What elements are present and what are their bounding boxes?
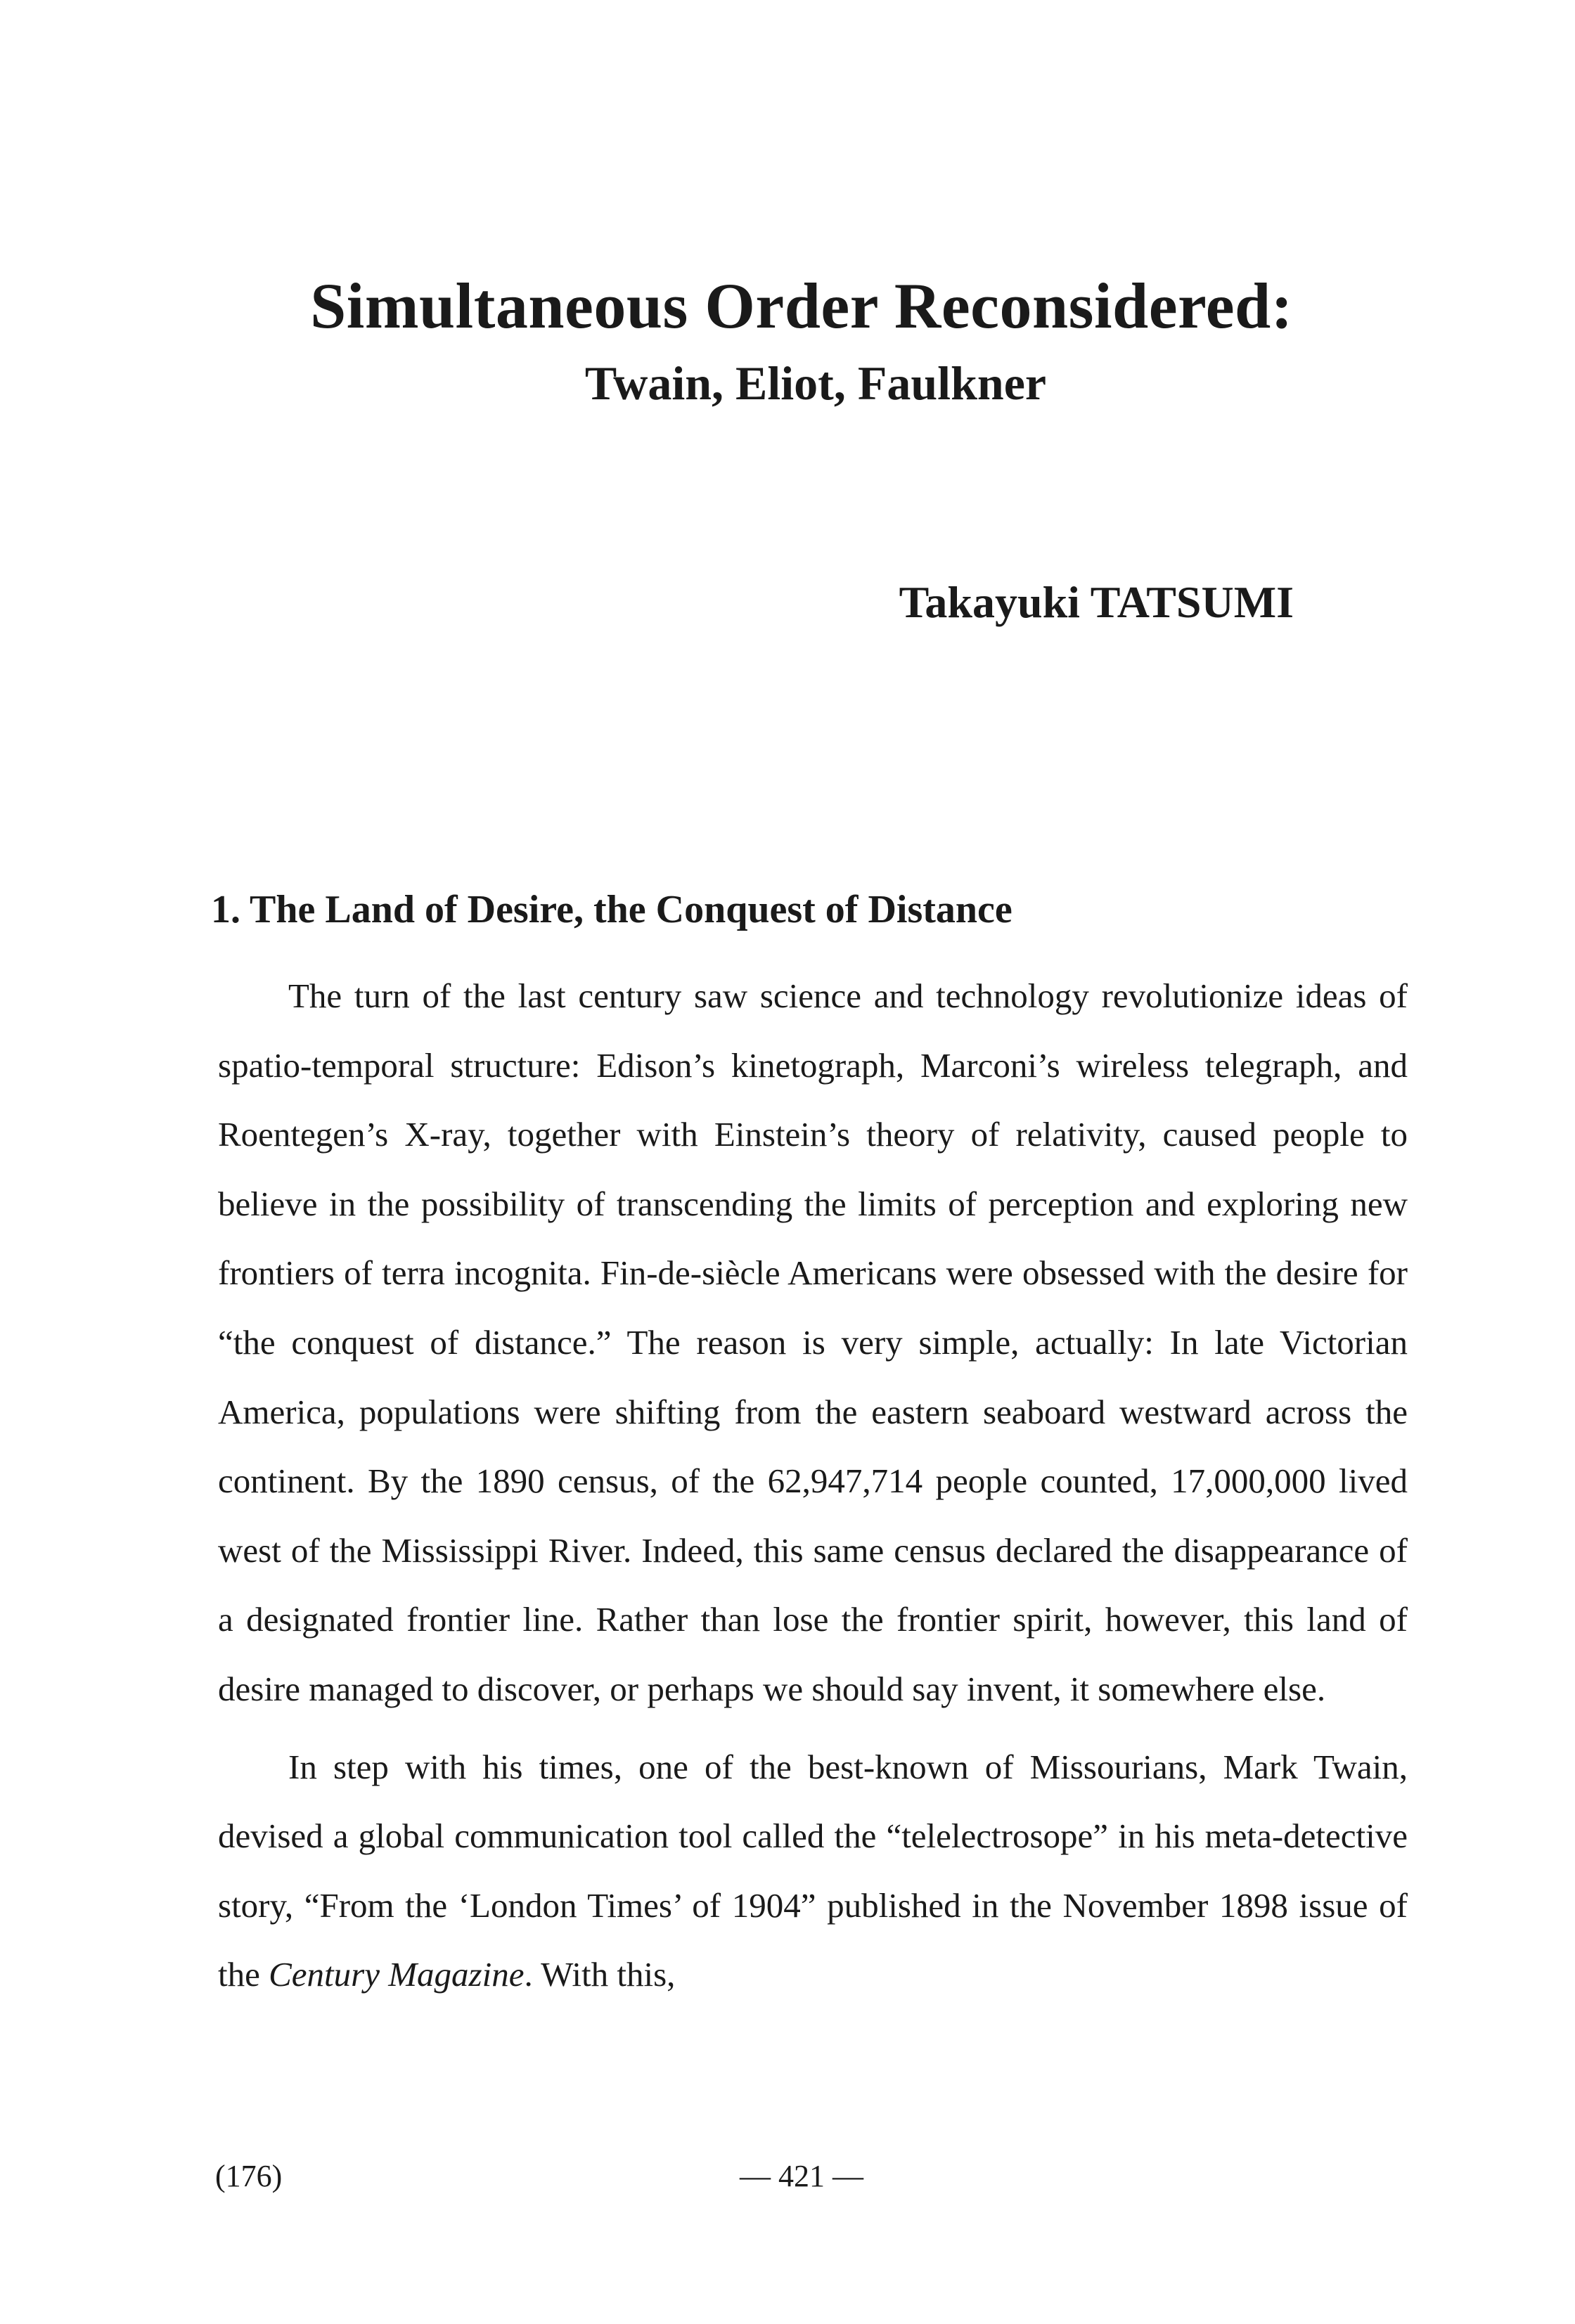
journal-title: Century Magazine: [269, 1955, 525, 1994]
paper-title: Simultaneous Order Reconsidered:: [310, 270, 1293, 342]
page-number: — 421 —: [740, 2159, 863, 2193]
author-name: Takayuki TATSUMI: [899, 577, 1294, 627]
paragraph-2-tail: . With this,: [524, 1955, 676, 1994]
paragraph-2-text: In step with his times, one of the best-known of Missourians, Mark Twain, devised a global communication tool called the “telelectrosope” in his meta-detective story, “From the ‘London Times’ of 1904” published in the November 1898 issue of the: [218, 1747, 1408, 1994]
paragraph-1: The turn of the last century saw science and technology revolutionize ideas of spatio-temporal structure: Edison’s kinetograph, Marconi’s wireless telegraph, and Roentegen’s X-ray, together with Einstein’s theory of relativity, caused people to believe in the possibility of transcending the limits of perception and exploring new frontiers of terra incognita. Fin-de-siècle Americans were obsessed with the desire for “the conquest of distance.” The reason is very simple, actually: In late Victorian America, populations were shifting from the eastern seaboard westward across the continent. By the 1890 census, of the 62,947,714 people counted, 17,000,000 lived west of the Mississippi River. Indeed, this same census declared the disappearance of a designated frontier line. Rather than lose the frontier spirit, however, this land of desire managed to discover, or perhaps we should say invent, it somewhere else.: [218, 976, 1408, 1708]
title-block: [0, 267, 1575, 415]
paper-subtitle: Twain, Eliot, Faulkner: [584, 356, 1047, 410]
body-text: [218, 962, 1408, 2010]
paragraph-2: [218, 1733, 1408, 2010]
section-heading: 1. The Land of Desire, the Conquest of Distance: [211, 888, 1012, 931]
footer-issue-number: (176): [215, 2159, 283, 2193]
